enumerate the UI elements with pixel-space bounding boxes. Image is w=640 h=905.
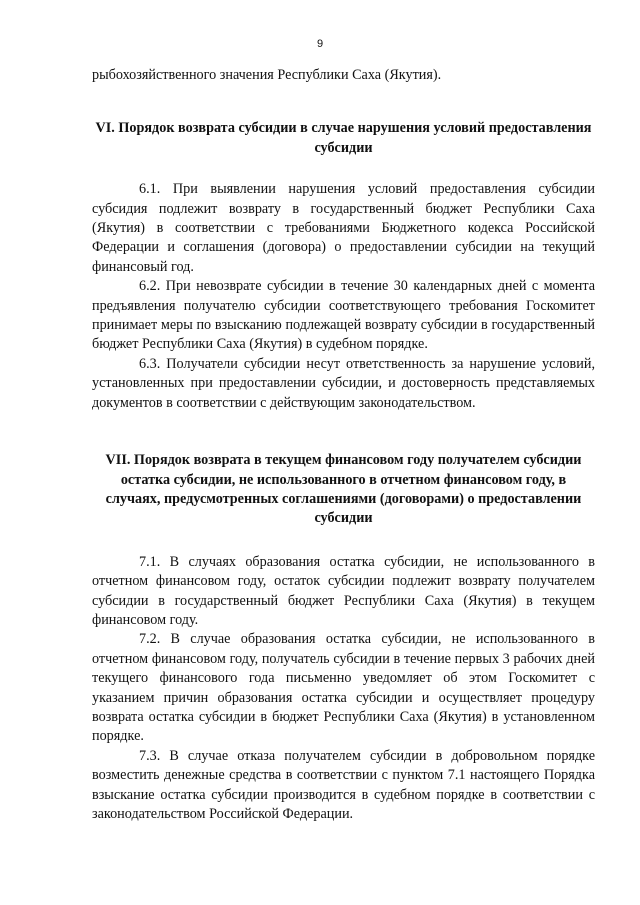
page-number: 9 (316, 38, 324, 50)
paragraph-6-1: 6.1. При выявлении нарушения условий предоставления субсидии субсидия подлежит возврату в государственный бюджет Республики Саха (Якутия) в соответствии с требованиями Бюджетного кодекса Российской Федерации и соглашения (договора) о предоставлении субсидии на текущий финансовый год. (92, 181, 595, 275)
section-6-title: VI. Порядок возврата субсидии в случае нарушения условий предоставления субсидии (95, 120, 592, 156)
paragraph-7-2: 7.2. В случае образования остатка субсидии, не использованного в отчетном финансовом году, получатель субсидии в течение первых 3 рабочих дней текущего финансового года письменно уведомляет об этом Госкомитет с указанием причин образования остатка субсидии и осуществляет процедуру возврата остатка субсидии в бюджет Республики Саха (Якутия) в установленном порядке. (92, 631, 595, 745)
continuation-text: рыбохозяйственного значения Республики Саха (Якутия). (92, 67, 442, 83)
section-7-title: VII. Порядок возврата в текущем финансовом году получателем субсидии остатка субсидии, не использованного в отчетном финансовом году, в случаях, предусмотренных соглашениями (договорами) о предоставлении субсидии (105, 452, 582, 527)
paragraph-7-3: 7.3. В случае отказа получателем субсидии в добровольном порядке возместить денежные средства в соответствии с пунктом 7.1 настоящего Порядка взыскание остатка субсидии производится в судебном порядке в соответствии с законодательством Российской Федерации. (92, 747, 595, 822)
paragraph-6-3: 6.3. Получатели субсидии несут ответственность за нарушение условий, установленных при предоставлении субсидии, и достоверность представляемых документов в соответствии с действующим законодательством. (92, 355, 595, 411)
paragraph-6-2: 6.2. При невозврате субсидии в течение 30 календарных дней с момента предъявления получателю субсидии соответствующего требования Госкомитет принимает меры по взысканию подлежащей возврату субсидии в государственный бюджет Республики Саха (Якутия) в судебном порядке. (92, 278, 595, 353)
paragraph-7-1: 7.1. В случаях образования остатка субсидии, не использованного в отчетном финансовом году, остаток субсидии подлежит возврату получателем субсидии в государственный бюджет Республики Саха (Якутия) в текущем финансовом году. (92, 553, 595, 628)
document-body (92, 66, 595, 824)
